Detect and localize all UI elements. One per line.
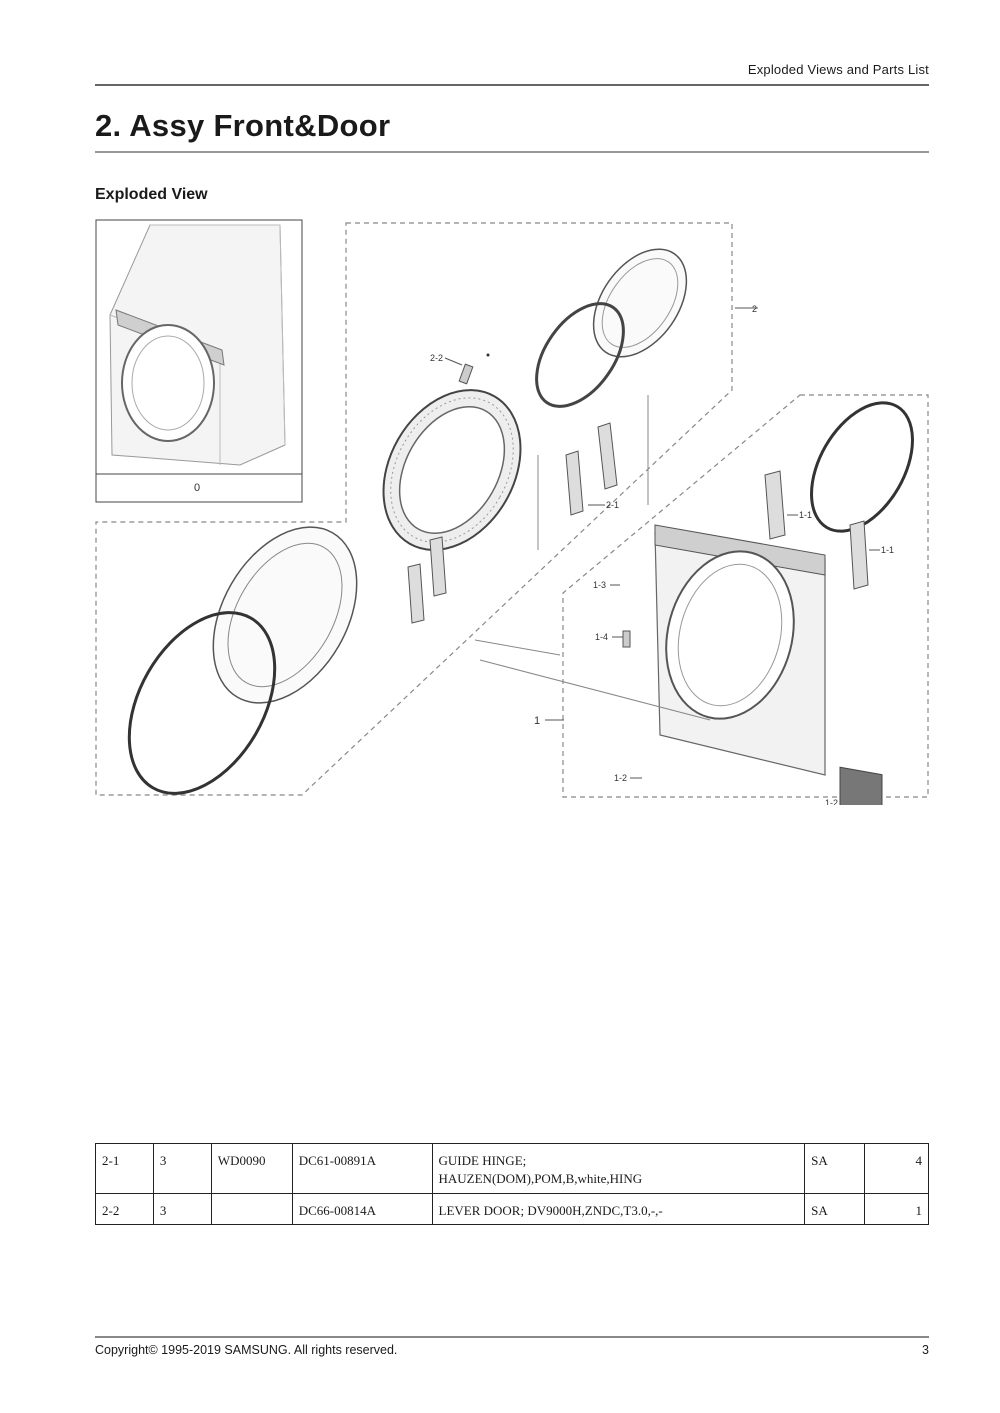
cell-part-no: DC61-00891A: [292, 1144, 432, 1194]
cell-qty: 1: [865, 1194, 929, 1225]
callout-1-1a: 1-1: [799, 510, 813, 520]
outer-door-rings: [99, 502, 386, 805]
description-line-1: GUIDE HINGE;: [438, 1153, 527, 1168]
lever-door: [430, 353, 490, 384]
cell-description: LEVER DOOR; DV9000H,ZNDC,T3.0,-,-: [432, 1194, 805, 1225]
callout-0: 0: [194, 482, 201, 494]
exploded-view-diagram: [90, 215, 935, 805]
callout-1: 1: [534, 715, 541, 727]
door-glass-parts: [519, 232, 758, 422]
callout-2-2: 2-2: [430, 353, 444, 363]
callout-1-1b: 1-1: [881, 545, 895, 555]
running-header: Exploded Views and Parts List: [747, 62, 929, 77]
table-row: [96, 1144, 929, 1194]
header-rule: [95, 84, 929, 86]
front-panel: [475, 385, 933, 805]
cell-no: 2-1: [96, 1144, 154, 1194]
cell-description: [432, 1144, 805, 1194]
cell-part-no: DC66-00814A: [292, 1194, 432, 1225]
description-line-2: HAUZEN(DOM),POM,B,white,HING: [438, 1170, 643, 1186]
cell-level: 3: [153, 1144, 211, 1194]
callout-1-2b: 1-2: [825, 798, 839, 805]
section-heading: Exploded View: [95, 186, 208, 203]
footer-rule: [95, 1336, 929, 1338]
callout-2: 2: [752, 304, 758, 314]
cell-no: 2-2: [96, 1194, 154, 1225]
callout-1-3: 1-3: [593, 580, 607, 590]
copyright-notice: Copyright© 1995-2019 SAMSUNG. All rights reserved.: [95, 1343, 398, 1357]
cell-code: [211, 1194, 292, 1225]
cell-level: 3: [153, 1194, 211, 1225]
page-title: 2. Assy Front&Door: [95, 108, 391, 143]
cell-qty: 4: [865, 1144, 929, 1194]
table-row: [96, 1194, 929, 1225]
cell-status: SA: [805, 1194, 865, 1225]
cell-status: SA: [805, 1144, 865, 1194]
page-number: 3: [922, 1343, 929, 1357]
overview-inset: [96, 220, 302, 502]
callout-2-1: 2-1: [606, 500, 620, 510]
parts-table: [95, 1143, 929, 1225]
cell-code: WD0090: [211, 1144, 292, 1194]
callout-1-4: 1-4: [595, 632, 609, 642]
title-rule: [95, 151, 929, 153]
callout-1-2a: 1-2: [614, 773, 628, 783]
door-frame: [356, 365, 548, 574]
